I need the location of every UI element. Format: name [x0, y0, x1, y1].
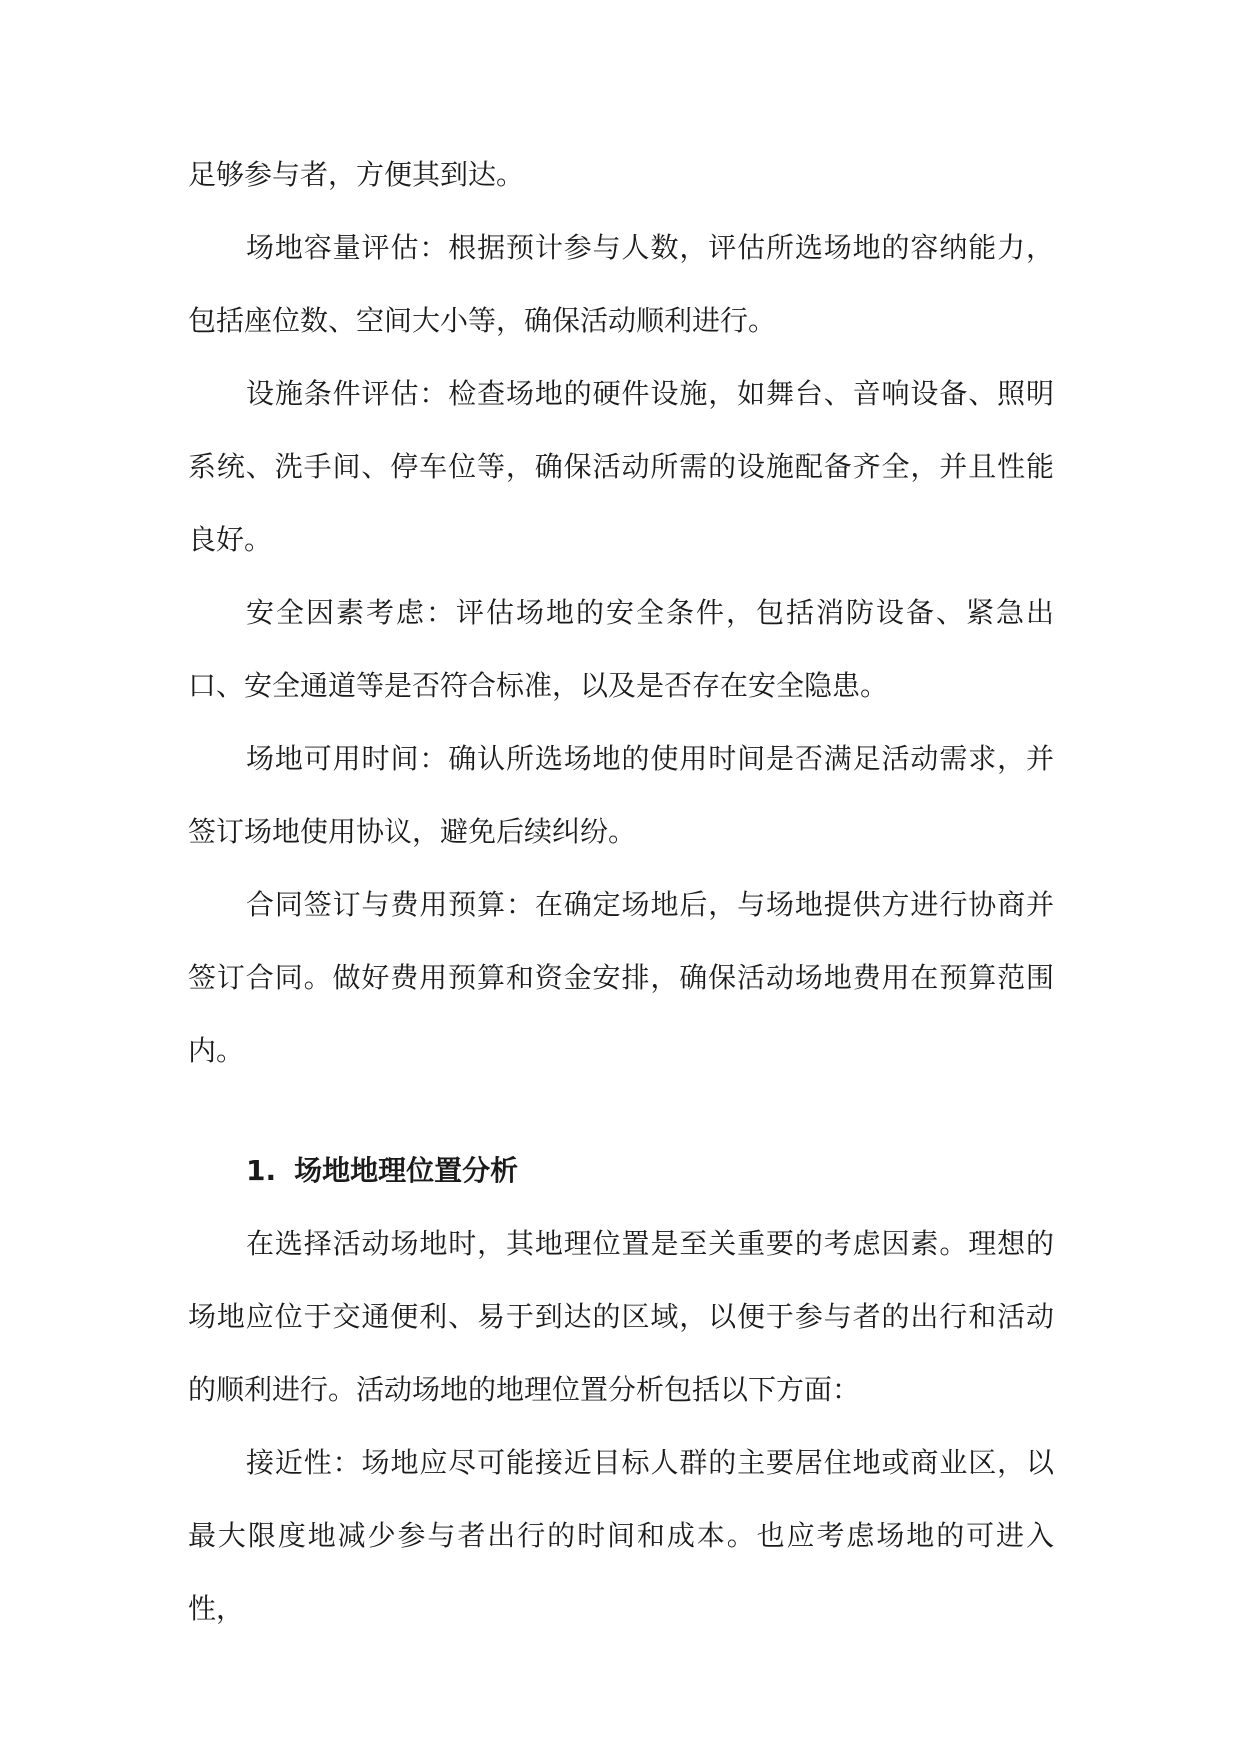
paragraph-location-intro: 在选择活动场地时，其地理位置是至关重要的考虑因素。理想的场地应位于交通便利、易于到达的区域，以便于参与者的出行和活动的顺利进行。活动场地的地理位置分析包括以下方面： [188, 1227, 1054, 1406]
paragraph-available-time: 场地可用时间：确认所选场地的使用时间是否满足活动需求，并签订场地使用协议，避免后续纠纷。 [188, 742, 1054, 848]
paragraph-proximity: 接近性：场地应尽可能接近目标人群的主要居住地或商业区，以最大限度地减少参与者出行的时间和成本。也应考虑场地的可进入性， [188, 1446, 1054, 1625]
paragraph-contract-budget: 合同签订与费用预算：在确定场地后，与场地提供方进行协商并签订合同。做好费用预算和资金安排，确保活动场地费用在预算范围内。 [188, 888, 1054, 1067]
section-title: 场地地理位置分析 [294, 1154, 519, 1187]
paragraph-facility-assessment: 设施条件评估：检查场地的硬件设施，如舞台、音响设备、照明系统、洗手间、停车位等，确保活动所需的设施配备齐全，并且性能良好。 [188, 377, 1054, 556]
paragraph-continuation: 足够参与者，方便其到达。 [188, 158, 525, 191]
section-number: 1. [246, 1154, 277, 1187]
paragraph-safety-factors: 安全因素考虑：评估场地的安全条件，包括消防设备、紧急出口、安全通道等是否符合标准，以及是否存在安全隐患。 [188, 596, 1054, 702]
document-body [188, 138, 1054, 1645]
section-heading [188, 1134, 1054, 1207]
paragraph-capacity-assessment: 场地容量评估：根据预计参与人数，评估所选场地的容纳能力，包括座位数、空间大小等，确保活动顺利进行。 [188, 231, 1054, 337]
